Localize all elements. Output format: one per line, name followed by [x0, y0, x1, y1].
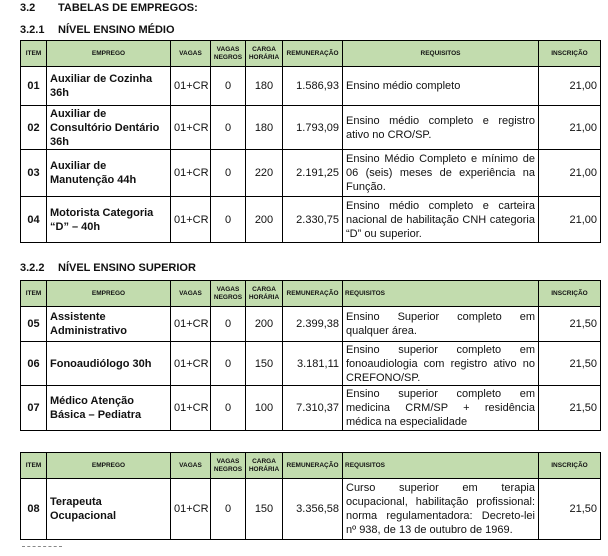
cell-remuneracao: 2.330,75: [283, 197, 343, 243]
cell-remuneracao: 1.586,93: [283, 67, 343, 106]
cell-vagas-negros: 0: [211, 307, 246, 342]
header-carga-horaria: CARGA HORÁRIA: [246, 41, 283, 67]
cell-carga-horaria: 180: [246, 106, 283, 150]
cell-vagas: 01+CR: [171, 386, 211, 431]
cell-requisitos: Ensino médio completo: [343, 67, 539, 106]
header-vagas: VAGAS: [171, 41, 211, 67]
cell-item: 03: [21, 150, 47, 197]
table-ensino-superior-continued: [20, 452, 601, 540]
cell-remuneracao: 7.310,37: [283, 386, 343, 431]
section-heading: 3.2 TABELAS DE EMPREGOS:: [20, 2, 198, 14]
table-row: [21, 67, 601, 106]
cell-carga-horaria: 220: [246, 150, 283, 197]
table-row: [21, 342, 601, 386]
cell-inscricao: 21,00: [539, 197, 601, 243]
cell-emprego: Assistente Administrativo: [47, 307, 171, 342]
cell-requisitos: Ensino Superior completo em qualquer área.: [343, 307, 539, 342]
header-item: ITEM: [21, 453, 47, 479]
table-row: [21, 106, 601, 150]
cell-emprego: Motorista Categoria “D” – 40h: [47, 197, 171, 243]
cell-vagas-negros: 0: [211, 106, 246, 150]
header-inscricao: INSCRIÇÃO: [539, 41, 601, 67]
header-vagas: VAGAS: [171, 453, 211, 479]
header-item: ITEM: [21, 281, 47, 307]
table-ensino-medio: [20, 40, 601, 243]
cell-vagas: 01+CR: [171, 197, 211, 243]
cell-requisitos: Ensino Médio Completo e mínimo de 06 (seis) meses de experiência na Função.: [343, 150, 539, 197]
table-ensino-superior: [20, 280, 601, 431]
cell-vagas: 01+CR: [171, 67, 211, 106]
cell-vagas: 01+CR: [171, 150, 211, 197]
cell-emprego: Terapeuta Ocupacional: [47, 479, 171, 540]
cell-item: 08: [21, 479, 47, 540]
cell-emprego: Fonoaudiólogo 30h: [47, 342, 171, 386]
cell-inscricao: 21,50: [539, 479, 601, 540]
cell-carga-horaria: 200: [246, 197, 283, 243]
cell-requisitos: Ensino médio completo e carteira nacional de habilitação CNH categoria “D” ou superior.: [343, 197, 539, 243]
header-emprego: EMPREGO: [47, 281, 171, 307]
header-emprego: EMPREGO: [47, 453, 171, 479]
header-inscricao: INSCRIÇÃO: [539, 281, 601, 307]
header-requisitos: REQUISITOS: [343, 41, 539, 67]
cell-vagas: 01+CR: [171, 106, 211, 150]
cell-emprego: Médico Atenção Básica – Pediatra: [47, 386, 171, 431]
header-remuneracao: REMUNERAÇÃO: [283, 281, 343, 307]
cell-inscricao: 21,50: [539, 342, 601, 386]
cell-carga-horaria: 150: [246, 479, 283, 540]
header-vagas-negros: VAGAS NEGROS: [211, 41, 246, 67]
header-vagas-negros: VAGAS NEGROS: [211, 281, 246, 307]
header-remuneracao: REMUNERAÇÃO: [283, 41, 343, 67]
cell-vagas-negros: 0: [211, 197, 246, 243]
table-row: [21, 386, 601, 431]
subsection-heading-superior: 3.2.2 NÍVEL ENSINO SUPERIOR: [20, 262, 196, 274]
cell-inscricao: 21,50: [539, 386, 601, 431]
cell-item: 07: [21, 386, 47, 431]
cell-carga-horaria: 100: [246, 386, 283, 431]
header-emprego: EMPREGO: [47, 41, 171, 67]
cell-inscricao: 21,00: [539, 106, 601, 150]
cell-vagas-negros: 0: [211, 67, 246, 106]
cell-vagas-negros: 0: [211, 342, 246, 386]
cell-vagas-negros: 0: [211, 479, 246, 540]
cell-inscricao: 21,00: [539, 67, 601, 106]
header-requisitos: REQUISITOS: [343, 281, 539, 307]
cell-item: 06: [21, 342, 47, 386]
cell-item: 04: [21, 197, 47, 243]
cell-remuneracao: 2.399,38: [283, 307, 343, 342]
cell-carga-horaria: 150: [246, 342, 283, 386]
header-item: ITEM: [21, 41, 47, 67]
header-remuneracao: REMUNERAÇÃO: [283, 453, 343, 479]
cell-item: 02: [21, 106, 47, 150]
header-vagas: VAGAS: [171, 281, 211, 307]
page-break-marker: [22, 546, 62, 547]
header-inscricao: INSCRIÇÃO: [539, 453, 601, 479]
cell-remuneracao: 3.356,58: [283, 479, 343, 540]
cell-inscricao: 21,50: [539, 307, 601, 342]
cell-emprego: Auxiliar de Manutenção 44h: [47, 150, 171, 197]
header-vagas-negros: VAGAS NEGROS: [211, 453, 246, 479]
cell-requisitos: Curso superior em terapia ocupacional, habilitação profissional: norma regulamentadora: Decreto-lei nº 938, de 13 de outubro de 1969.: [343, 479, 539, 540]
cell-emprego: Auxiliar de Consultório Dentário 36h: [47, 106, 171, 150]
cell-requisitos: Ensino médio completo e registro ativo no CRO/SP.: [343, 106, 539, 150]
cell-carga-horaria: 180: [246, 67, 283, 106]
subsection-heading-medio: 3.2.1 NÍVEL ENSINO MÉDIO: [20, 24, 175, 36]
table-row: [21, 307, 601, 342]
header-carga-horaria: CARGA HORÁRIA: [246, 453, 283, 479]
cell-requisitos: Ensino superior completo em medicina CRM/SP + residência médica na especialidade: [343, 386, 539, 431]
cell-vagas-negros: 0: [211, 150, 246, 197]
cell-vagas: 01+CR: [171, 342, 211, 386]
cell-vagas: 01+CR: [171, 307, 211, 342]
cell-item: 05: [21, 307, 47, 342]
cell-remuneracao: 2.191,25: [283, 150, 343, 197]
cell-emprego: Auxiliar de Cozinha 36h: [47, 67, 171, 106]
cell-vagas-negros: 0: [211, 386, 246, 431]
header-requisitos: REQUISITOS: [343, 453, 539, 479]
table-row: [21, 479, 601, 540]
cell-requisitos: Ensino superior completo em fonoaudiologia com registro ativo no CREFONO/SP.: [343, 342, 539, 386]
header-carga-horaria: CARGA HORÁRIA: [246, 281, 283, 307]
cell-carga-horaria: 200: [246, 307, 283, 342]
cell-item: 01: [21, 67, 47, 106]
cell-vagas: 01+CR: [171, 479, 211, 540]
table-row: [21, 197, 601, 243]
table-row: [21, 150, 601, 197]
cell-remuneracao: 1.793,09: [283, 106, 343, 150]
cell-remuneracao: 3.181,11: [283, 342, 343, 386]
cell-inscricao: 21,00: [539, 150, 601, 197]
